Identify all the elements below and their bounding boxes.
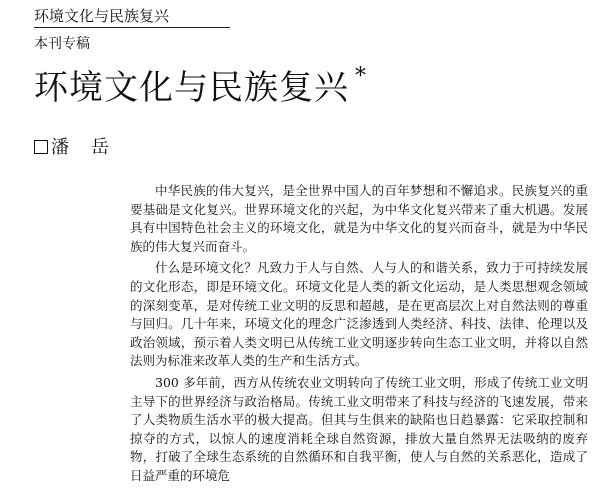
paragraph-2: 什么是环境文化？凡致力于人与自然、人与人的和谐关系，致力于可持续发展的文化形态，即是环境文化。环境文化是人类的新文化运动，是人类思想观念领域的深刻变革，是对传统工业文明的反思和超越，是在更高层次上对自然法则的尊重与回归。几十年来，环境文化的理念广泛渗透到人类经济、科技、法律、伦理以及政治领域，预示着人类文明已从传统工业文明逐步转向生态工业文明，并将以自然法则为标准来改革人类的生产和生活方式。 (130, 260, 588, 369)
paragraph-3: 300 多年前，西方从传统农业文明转向了传统工业文明，形成了传统工业文明主导下的世界经济与政治格局。传统工业文明带来了科技与经济的飞速发展，带来了人类物质生活水平的极大提高。但其与生俱来的缺陷也日趋暴露：它采取控制和掠夺的方式，以惊人的速度消耗全球自然资源，排放大量自然界无法吸纳的废弃物，打破了全球生态系统的自然循环和自我平衡，使人与自然的关系恶化，造成了日益严重的环境危 (130, 374, 588, 483)
article-title-text: 环境文化与民族复兴 (34, 68, 349, 108)
running-head: 环境文化与民族复兴 (34, 6, 230, 28)
article-title (34, 64, 367, 113)
author-given-name: 岳 (91, 137, 109, 158)
title-footnote-mark: * (355, 64, 367, 89)
column-label: 本刊专稿 (34, 36, 90, 52)
paragraph-1: 中华民族的伟大复兴，是全世界中国人的百年梦想和不懈追求。民族复兴的重要基础是文化复兴。世界环境文化的兴起，为中华文化复兴带来了重大机遇。发展具有中国特色社会主义的环境文化，就是为中华文化的复兴而奋斗，就是为中华民族的伟大复兴而奋斗。 (130, 183, 588, 254)
author-box-icon (34, 140, 48, 154)
article-body (130, 182, 588, 486)
author-line (34, 137, 109, 159)
author-surname: 潘 (51, 137, 69, 158)
